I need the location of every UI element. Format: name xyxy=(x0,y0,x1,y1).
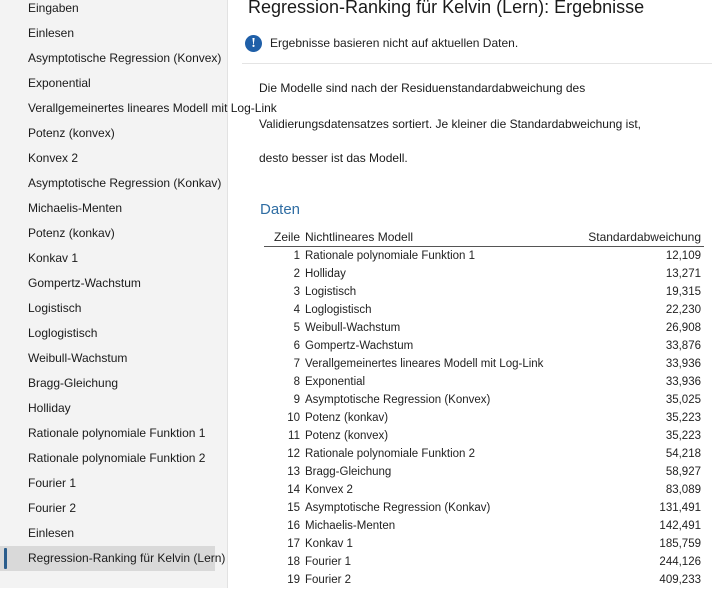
description-line-1: Die Modelle sind nach der Residuenstandardabweichung des xyxy=(259,81,586,95)
row-number: 4 xyxy=(293,304,300,316)
model-name: Bragg-Gleichung xyxy=(305,466,392,478)
sidebar-item[interactable]: Gompertz-Wachstum xyxy=(28,276,141,290)
model-name: Fourier 1 xyxy=(305,556,352,568)
model-name: Konkav 1 xyxy=(305,538,353,550)
table-row xyxy=(264,247,704,265)
std-dev-value: 409,233 xyxy=(659,574,701,586)
results-pane xyxy=(228,0,704,588)
model-name: Gompertz-Wachstum xyxy=(305,340,414,352)
table-row xyxy=(264,517,704,535)
row-number: 15 xyxy=(287,502,300,514)
sidebar-item[interactable]: Rationale polynomiale Funktion 2 xyxy=(28,451,206,465)
sidebar-item[interactable]: Holliday xyxy=(28,401,71,415)
table-row xyxy=(264,319,704,337)
std-dev-value: 58,927 xyxy=(665,466,701,478)
row-number: 11 xyxy=(288,430,300,442)
model-name: Rationale polynomiale Funktion 1 xyxy=(305,250,476,262)
row-number: 3 xyxy=(293,286,300,298)
row-number: 8 xyxy=(293,376,300,388)
navigation-sidebar xyxy=(0,0,277,588)
table-row xyxy=(264,283,704,301)
std-dev-value: 35,025 xyxy=(665,394,701,406)
description-line-3: desto besser ist das Modell. xyxy=(259,151,408,165)
std-dev-value: 35,223 xyxy=(665,412,701,424)
header-std-dev: Standardabweichung xyxy=(588,230,701,244)
table-row xyxy=(264,427,704,445)
row-number: 6 xyxy=(293,340,300,352)
table-row xyxy=(264,535,704,553)
sidebar-item[interactable]: Bragg-Gleichung xyxy=(28,376,119,390)
sidebar-item[interactable]: Michaelis-Menten xyxy=(28,201,123,215)
model-name: Logistisch xyxy=(305,286,357,298)
std-dev-value: 22,230 xyxy=(665,304,701,316)
model-name: Verallgemeinertes lineares Modell mit Log-Link xyxy=(305,358,544,370)
model-name: Rationale polynomiale Funktion 2 xyxy=(305,448,476,460)
table-row xyxy=(264,499,704,517)
sidebar-item[interactable]: Loglogistisch xyxy=(28,326,98,340)
std-dev-value: 185,759 xyxy=(659,538,701,550)
table-header xyxy=(264,229,704,247)
model-name: Potenz (konkav) xyxy=(305,412,389,424)
sidebar-item[interactable]: Logistisch xyxy=(28,301,82,315)
std-dev-value: 26,908 xyxy=(665,322,701,334)
model-name: Fourier 2 xyxy=(305,574,352,586)
table-row xyxy=(264,571,704,589)
row-number: 2 xyxy=(293,268,300,280)
section-title: Daten xyxy=(260,201,301,218)
row-number: 18 xyxy=(287,556,300,568)
table-row xyxy=(264,373,704,391)
std-dev-value: 33,936 xyxy=(665,376,701,388)
table-row xyxy=(264,445,704,463)
model-name: Asymptotische Regression (Konkav) xyxy=(305,502,491,514)
divider xyxy=(242,63,712,64)
sidebar-list xyxy=(0,0,277,571)
table-body xyxy=(264,247,704,589)
row-number: 5 xyxy=(293,322,300,334)
description-line-2: Validierungsdatensatzes sortiert. Je kleiner die Standardabweichung ist, xyxy=(259,117,641,131)
model-name: Potenz (konvex) xyxy=(305,430,389,442)
model-name: Asymptotische Regression (Konvex) xyxy=(305,394,491,406)
table-row xyxy=(264,355,704,373)
model-name: Michaelis-Menten xyxy=(305,520,396,532)
std-dev-value: 33,876 xyxy=(665,340,701,352)
sidebar-item[interactable]: Potenz (konkav) xyxy=(28,226,115,240)
row-number: 1 xyxy=(293,250,300,262)
row-number: 14 xyxy=(287,484,300,496)
model-name: Loglogistisch xyxy=(305,304,372,316)
row-number: 13 xyxy=(287,466,300,478)
row-number: 12 xyxy=(287,448,300,460)
std-dev-value: 54,218 xyxy=(665,448,701,460)
table-row xyxy=(264,463,704,481)
std-dev-value: 35,223 xyxy=(665,430,701,442)
page-title: Regression-Ranking für Kelvin (Lern): Ergebnisse xyxy=(248,0,645,17)
sidebar-item[interactable]: Rationale polynomiale Funktion 1 xyxy=(28,426,206,440)
row-number: 10 xyxy=(287,412,300,424)
table-row xyxy=(264,409,704,427)
table-row xyxy=(264,481,704,499)
info-icon: ! xyxy=(245,35,262,52)
row-number: 16 xyxy=(287,520,300,532)
sidebar-item[interactable]: Konkav 1 xyxy=(28,251,79,265)
sidebar-item[interactable]: Fourier 1 xyxy=(28,476,77,490)
header-model: Nichtlineares Modell xyxy=(305,230,414,244)
model-name: Exponential xyxy=(305,376,366,388)
ranking-table xyxy=(264,229,704,589)
model-name: Konvex 2 xyxy=(305,484,353,496)
row-number: 19 xyxy=(287,574,300,586)
sidebar-item[interactable]: Exponential xyxy=(28,76,91,90)
model-name: Weibull-Wachstum xyxy=(305,322,401,334)
sidebar-item[interactable]: Einlesen xyxy=(28,526,75,540)
std-dev-value: 83,089 xyxy=(665,484,701,496)
model-name: Holliday xyxy=(305,268,346,280)
std-dev-value: 244,126 xyxy=(659,556,701,568)
notice-text: Ergebnisse basieren nicht auf aktuellen Daten. xyxy=(270,36,519,50)
std-dev-value: 19,315 xyxy=(665,286,701,298)
notice-banner xyxy=(245,33,518,53)
sidebar-item[interactable]: Asymptotische Regression (Konkav) xyxy=(28,176,222,190)
sidebar-item[interactable]: Asymptotische Regression (Konvex) xyxy=(28,51,222,65)
row-number: 7 xyxy=(293,358,300,370)
row-number: 17 xyxy=(287,538,300,550)
std-dev-value: 33,936 xyxy=(665,358,701,370)
sidebar-item[interactable]: Regression-Ranking für Kelvin (Lern) xyxy=(0,546,215,571)
row-number: 9 xyxy=(293,394,300,406)
table-row xyxy=(264,391,704,409)
std-dev-value: 131,491 xyxy=(659,502,701,514)
std-dev-value: 142,491 xyxy=(659,520,701,532)
sidebar-item[interactable]: Fourier 2 xyxy=(28,501,77,515)
header-row-number: Zeile xyxy=(273,230,300,244)
table-row xyxy=(264,265,704,283)
sidebar-item[interactable]: Eingaben xyxy=(28,1,79,15)
sidebar-item[interactable]: Einlesen xyxy=(28,26,75,40)
table-row xyxy=(264,553,704,571)
sidebar-item[interactable]: Konvex 2 xyxy=(28,151,79,165)
table-row xyxy=(264,301,704,319)
sidebar-item[interactable]: Weibull-Wachstum xyxy=(28,351,128,365)
std-dev-value: 12,109 xyxy=(665,250,701,262)
table-row xyxy=(264,337,704,355)
sidebar-item[interactable]: Potenz (konvex) xyxy=(28,126,115,140)
std-dev-value: 13,271 xyxy=(665,268,701,280)
sidebar-item[interactable]: Verallgemeinertes lineares Modell mit Log-Link xyxy=(28,101,277,115)
